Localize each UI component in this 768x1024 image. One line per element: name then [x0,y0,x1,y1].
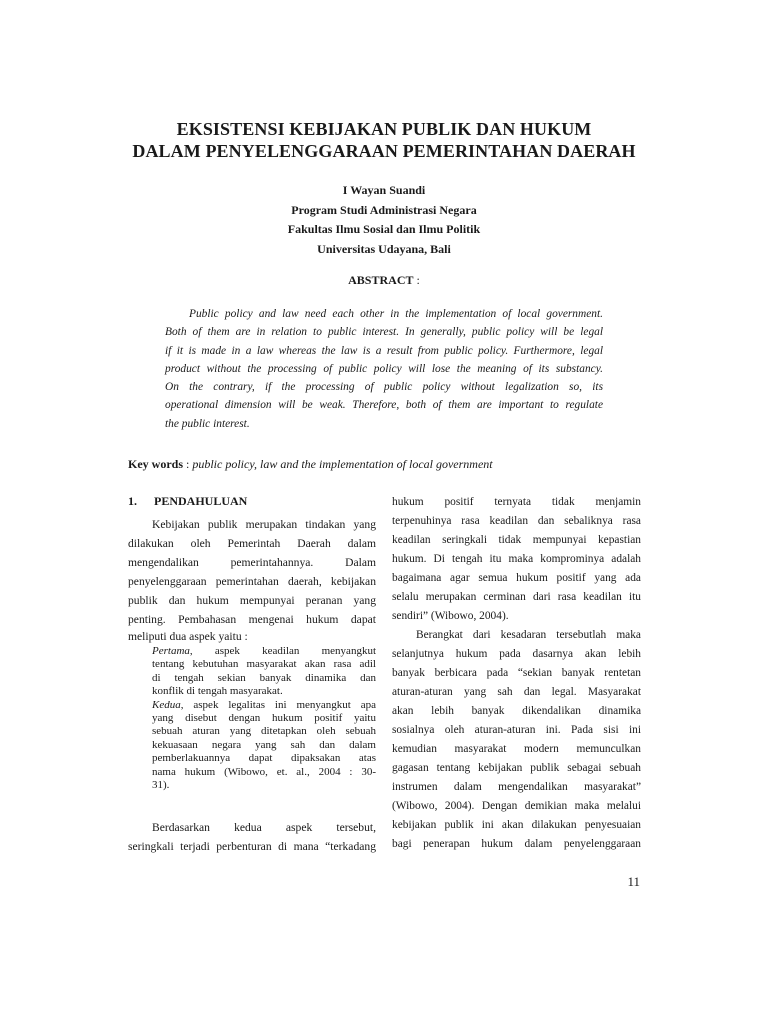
abstract-line: product without the processing of public policy will lose the meaning of its substancy. [165,362,603,375]
author-university: Universitas Udayana, Bali [317,241,451,256]
body-line: terpenuhinya rasa keadilan dan sebaliknya rasa [392,515,641,527]
body-line: Berangkat dari kesadaran tersebutlah maka [416,629,641,641]
section-heading [128,493,376,515]
abstract-line: On the contrary, if the processing of public policy without legalization so, its [165,381,603,394]
abstract-heading-label: ABSTRACT [348,273,414,287]
abstract-line: Public policy and law need each other in the implementation of local government. [189,308,603,320]
paper-title [0,118,768,162]
abstract-line: Both of them are in relation to public interest. In generally, public policy will be legal [165,326,603,339]
body-line: meliputi dua aspek yaitu : [128,630,248,643]
body-line: seringkali terjadi perbenturan di mana “terkadang [128,840,376,854]
body-line: selalu merupakan cerminan dari rasa keadilan itu [392,591,641,603]
author-faculty: Fakultas Ilmu Sosial dan Ilmu Politik [287,222,481,236]
keywords-separator: : [183,457,193,471]
body-line: kemudian masyarakat modern memunculkan [392,743,641,755]
body-line: aturan-aturan yang sah dan legal. Masyarakat [392,686,641,698]
abstract-heading-colon: : [413,273,420,287]
keywords-line [128,456,648,472]
body-line: sendiri” (Wibowo, 2004). [392,610,509,622]
title-line-1: EKSISTENSI KEBIJAKAN PUBLIK DAN HUKUM [176,119,592,139]
body-line: gagasan tentang kebijakan publik sebagai sebuah [392,762,641,774]
body-line: penyelenggaraan pemerintahan daerah, kebijakan [128,575,376,588]
author-name: I Wayan Suandi [342,183,426,197]
body-line: banyak berbicara pada “sekian banyak rentetan [392,667,641,679]
aspect-line: tentang kebutuhan masyarakat akan rasa adil [152,658,376,671]
section-title: PENDAHULUAN [154,494,248,508]
title-line-2: DALAM PENYELENGGARAAN PEMERINTAHAN DAERAH [132,141,636,161]
aspect-line: 31). [152,778,170,791]
body-line: kebijakan publik ini akan dilakukan penyesuaian [392,819,641,831]
left-column [128,493,376,856]
abstract-line: if it is made in a law whereas the law is a result from public policy. Furthermore, legal [165,344,603,357]
body-line: mengendalikan pemerintahannya. Dalam [128,556,376,569]
right-column [392,493,641,854]
body-line: hukum positif ternyata tidak menjamin [392,496,641,508]
paragraph-gap [128,792,376,818]
aspect-line: sebuah aturan yang ditetapkan oleh sebuah [152,725,376,738]
keywords-text: public policy, law and the implementation of local government [192,457,493,471]
body-line: Berdasarkan kedua aspek tersebut, [152,821,376,835]
body-line: bagi penerapan hukum dalam penyelenggaraan [392,838,641,850]
body-line: dilakukan oleh Pemerintah Daerah dalam [128,537,376,550]
body-line: publik dan hukum mempunyai peranan yang [128,594,376,607]
aspect-pertama-text: , aspek keadilan menyangkut [189,645,376,657]
aspect-pertama-label: Pertama [152,645,190,657]
aspect-kedua-label: Kedua [152,698,181,711]
body-line: selanjutnya hukum pada dasarnya akan lebih [392,648,641,660]
aspect-line: nama hukum (Wibowo, et. al., 2004 : 30- [152,765,376,778]
body-line: akan lebih banyak dikendalikan dinamika [392,705,641,717]
body-line: Kebijakan publik merupakan tindakan yang [152,518,376,531]
aspect-pertama-line [152,645,376,658]
aspect-line: yang disebut dengan hukum positif yaitu [152,711,376,724]
abstract-line: operational dimension will be weak. Therefore, both of them are important to regulate [165,399,603,412]
aspect-kedua-line [152,699,376,712]
body-line: penting. Pembahasan mengenai hukum dapat [128,613,376,626]
aspects-list [128,645,376,792]
abstract-body [165,305,603,433]
body-line: instrumen dalam mengendalikan masyarakat” [392,781,641,793]
keywords-label: Key words [128,457,183,471]
body-line: hukum. Di tengah itu maka komprominya adalah [392,553,641,565]
aspect-line: konflik di tengah masyarakat. [152,685,283,698]
abstract-line: the public interest. [165,417,250,430]
aspect-line: di tengah sekian banyak dinamika dan [152,671,376,684]
author-program: Program Studi Administrasi Negara [291,202,477,217]
page-number: 11 [627,874,640,889]
aspect-line: kekuasaan negara yang sah dan dalam [152,738,376,751]
body-line: bagaimana agar semua hukum positif yang ada [392,572,641,584]
abstract-heading [0,272,768,288]
body-line: (Wibowo, 2004). Dengan demikian maka melalui [392,800,641,812]
body-line: keadilan seringkali tidak mempunyai kepastian [392,534,641,546]
body-line: sosialnya oleh aturan-aturan ini. Pada sisi ini [392,724,641,736]
aspect-kedua-text: , aspek legalitas ini menyangkut apa [180,698,376,711]
aspect-line: pemberlakuannya dapat dipaksakan atas [152,752,376,765]
author-block [0,181,768,259]
section-number: 1. [128,494,137,508]
